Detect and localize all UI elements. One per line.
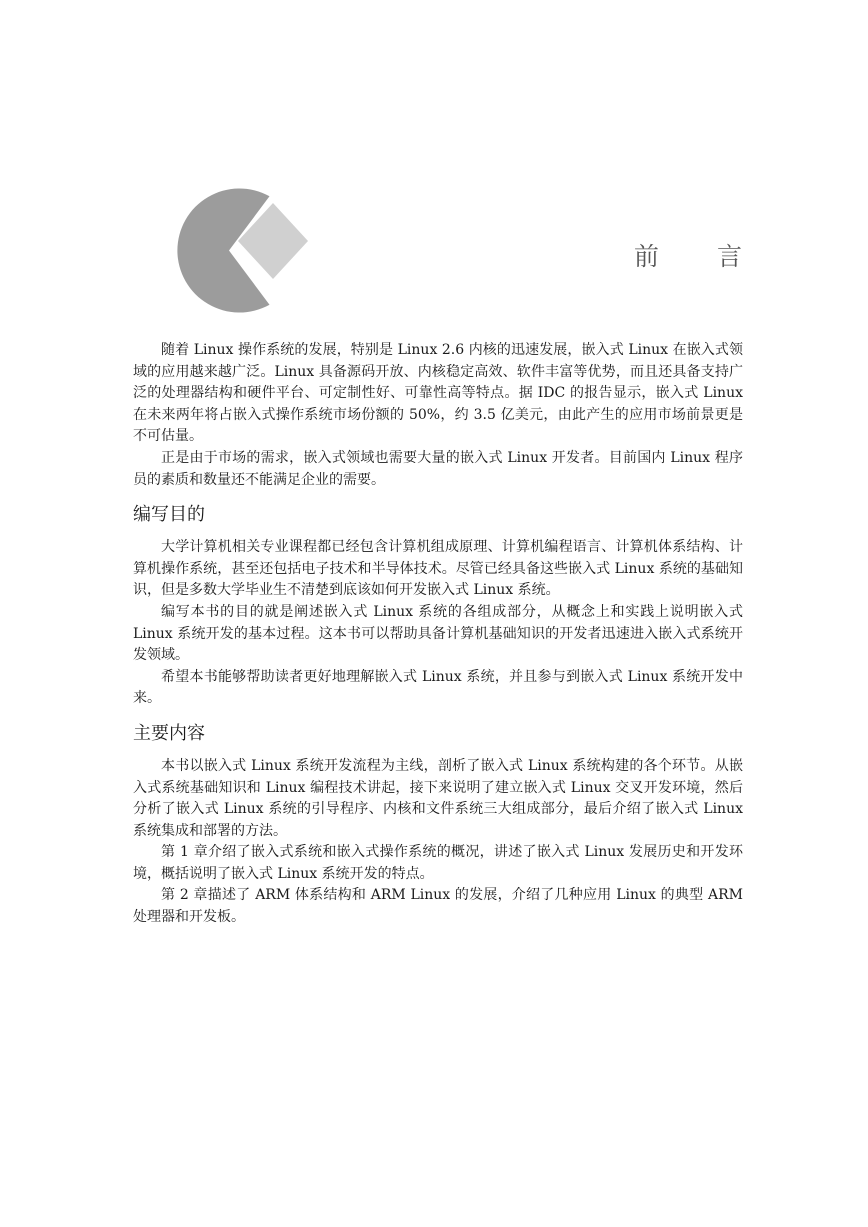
purpose-paragraph-3: 希望本书能够帮助读者更好地理解嵌入式 Linux 系统，并且参与到嵌入式 Linux 系统开发中来。 xyxy=(133,668,743,707)
page-content xyxy=(133,340,743,929)
contents-paragraph-1: 本书以嵌入式 Linux 系统开发流程为主线，剖析了嵌入式 Linux 系统构建的各个环节。从嵌入式系统基础知识和 Linux 编程技术讲起，接下来说明了建立嵌入式 Linux 交叉开发环境，然后分析了嵌入式 Linux 系统的引导程序、内核和文件系统三大组成部分，最后介绍了嵌入式 Linux 系统集成和部署的方法。 xyxy=(133,757,743,839)
section-heading-purpose: 编写目的 xyxy=(133,504,205,526)
chapter-logo xyxy=(157,186,317,316)
section-heading-contents: 主要内容 xyxy=(133,722,205,744)
purpose-paragraph-2: 编写本书的目的就是阐述嵌入式 Linux 系统的各组成部分，从概念上和实践上说明嵌入式 Linux 系统开发的基本过程。这本书可以帮助具备计算机基础知识的开发者迅速进入嵌入式系统开发领域。 xyxy=(133,603,743,664)
page-title: 前言 xyxy=(634,242,801,271)
intro-paragraph-1: 随着 Linux 操作系统的发展，特别是 Linux 2.6 内核的迅速发展，嵌入式 Linux 在嵌入式领域的应用越来越广泛。Linux 具备源码开放、内核稳定高效、软件丰富等优势，而且还具备支持广泛的处理器结构和硬件平台、可定制性好、可靠性高等特点。据 IDC 的报告显示，嵌入式 Linux 在未来两年将占嵌入式操作系统市场份额的 50%，约 3.5 亿美元，由此产生的应用市场前景更是不可估量。 xyxy=(133,342,743,445)
intro-paragraph-2: 正是由于市场的需求，嵌入式领域也需要大量的嵌入式 Linux 开发者。目前国内 Linux 程序员的素质和数量还不能满足企业的需要。 xyxy=(133,449,743,488)
pie-diamond-icon xyxy=(157,186,317,316)
contents-paragraph-3: 第 2 章描述了 ARM 体系结构和 ARM Linux 的发展，介绍了几种应用 Linux 的典型 ARM 处理器和开发板。 xyxy=(133,887,743,926)
contents-paragraph-2: 第 1 章介绍了嵌入式系统和嵌入式操作系统的概况，讲述了嵌入式 Linux 发展历史和开发环境，概括说明了嵌入式 Linux 系统开发的特点。 xyxy=(133,844,743,882)
purpose-paragraph-1: 大学计算机相关专业课程都已经包含计算机组成原理、计算机编程语言、计算机体系结构、计算机操作系统，甚至还包括电子技术和半导体技术。尽管已经具备这些嵌入式 Linux 系统的基础知识，但是多数大学毕业生不清楚到底该如何开发嵌入式 Linux 系统。 xyxy=(133,539,743,599)
